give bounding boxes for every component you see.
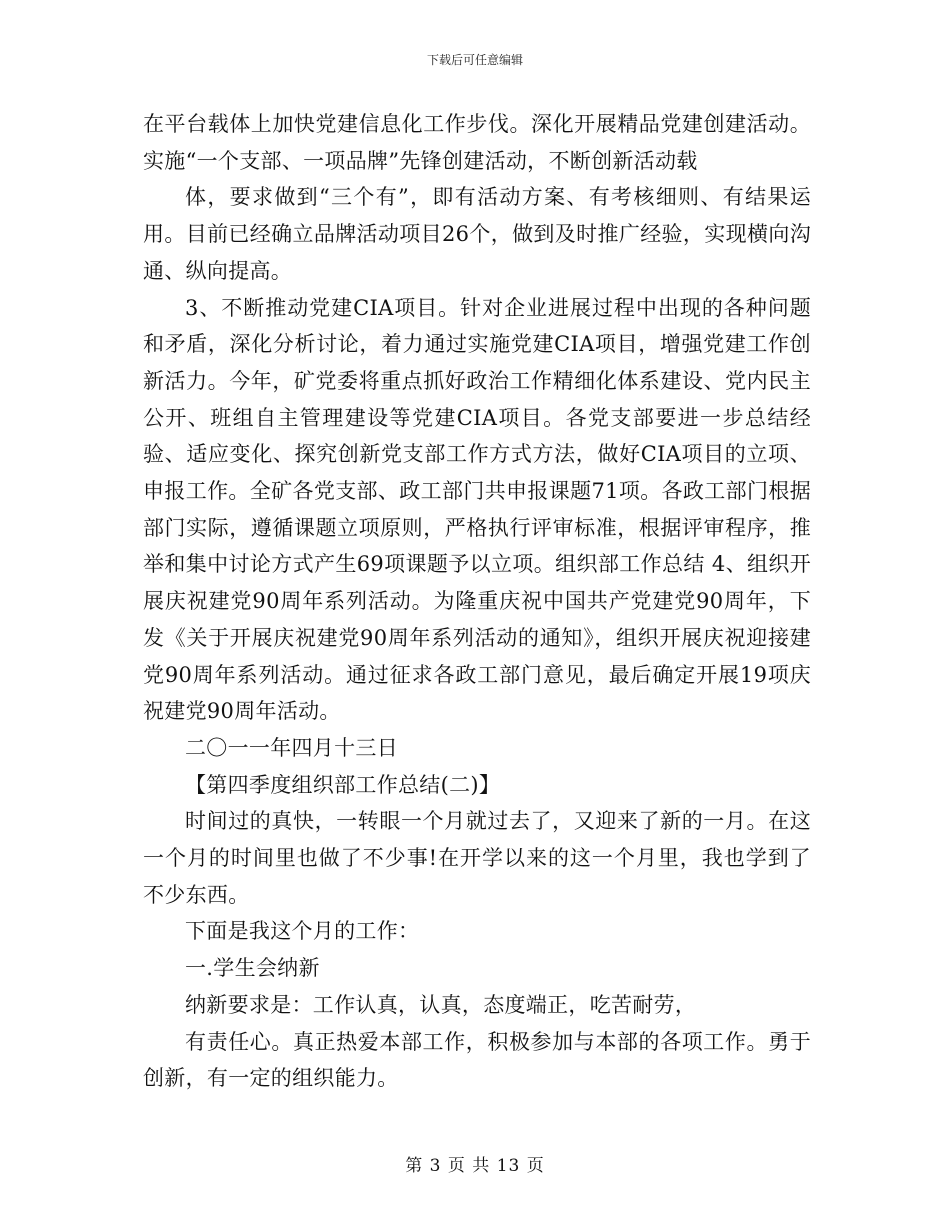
paragraph: 纳新要求是：工作认真，认真，态度端正，吃苦耐劳， xyxy=(185,992,697,1017)
page-number-footer: 第 3 页 共 13 页 xyxy=(405,1156,545,1176)
paragraph: 3、不断推动党建CIA项目。针对企业进展过程中出现的各种问题和矛盾，深化分析讨论，着力通过实施党建CIA项目，增强党建工作创新活力。今年，矿党委将重点抓好政治工作精细化体系建设、党内民主公开、班组自主管理建设等党建CIA项目。各党支部要进一步总结经验、适应变化、探究创新党支部工作方式方法，做好CIA项目的立项、申报工作。全矿各党支部、政工部门共申报课题71项。各政工部门根据部门实际，遵循课题立项原则，严格执行评审标准，根据评审程序，推举和集中讨论方式产生69项课题予以立项。组织部工作总结 4、组织开展庆祝建党90周年系列活动。为隆重庆祝中国共产党建党90周年，下发《关于开展庆祝建党90周年系列活动的通知》，组织开展庆祝迎接建党90周年系列活动。通过征求各政工部门意见，最后确定开展19项庆祝建党90周年活动。 xyxy=(143,295,811,724)
document-body xyxy=(143,106,811,1097)
section-title: 【第四季度组织部工作总结(二)】 xyxy=(185,772,501,797)
paragraph: 有责任心。真正热爱本部工作，积极参加与本部的各项工作。勇于创新，有一定的组织能力。 xyxy=(143,1029,811,1091)
paragraph: 体，要求做到“三个有”，即有活动方案、有考核细则、有结果运用。目前已经确立品牌活动项目26个，做到及时推广经验，实现横向沟通、纵向提高。 xyxy=(143,185,811,283)
paragraph: 下面是我这个月的工作： xyxy=(185,919,420,944)
list-heading: 一.学生会纳新 xyxy=(185,956,320,981)
page-header: 下载后可任意编辑 xyxy=(426,53,523,67)
paragraph: 在平台载体上加快党建信息化工作步伐。深化开展精品党建创建活动。实施“一个支部、一项品牌”先锋创建活动，不断创新活动载 xyxy=(143,112,811,173)
date-line: 二〇一一年四月十三日 xyxy=(185,735,398,760)
paragraph: 时间过的真快，一转眼一个月就过去了，又迎来了新的一月。在这一个月的时间里也做了不少事!在开学以来的这一个月里，我也学到了不少东西。 xyxy=(143,809,811,907)
